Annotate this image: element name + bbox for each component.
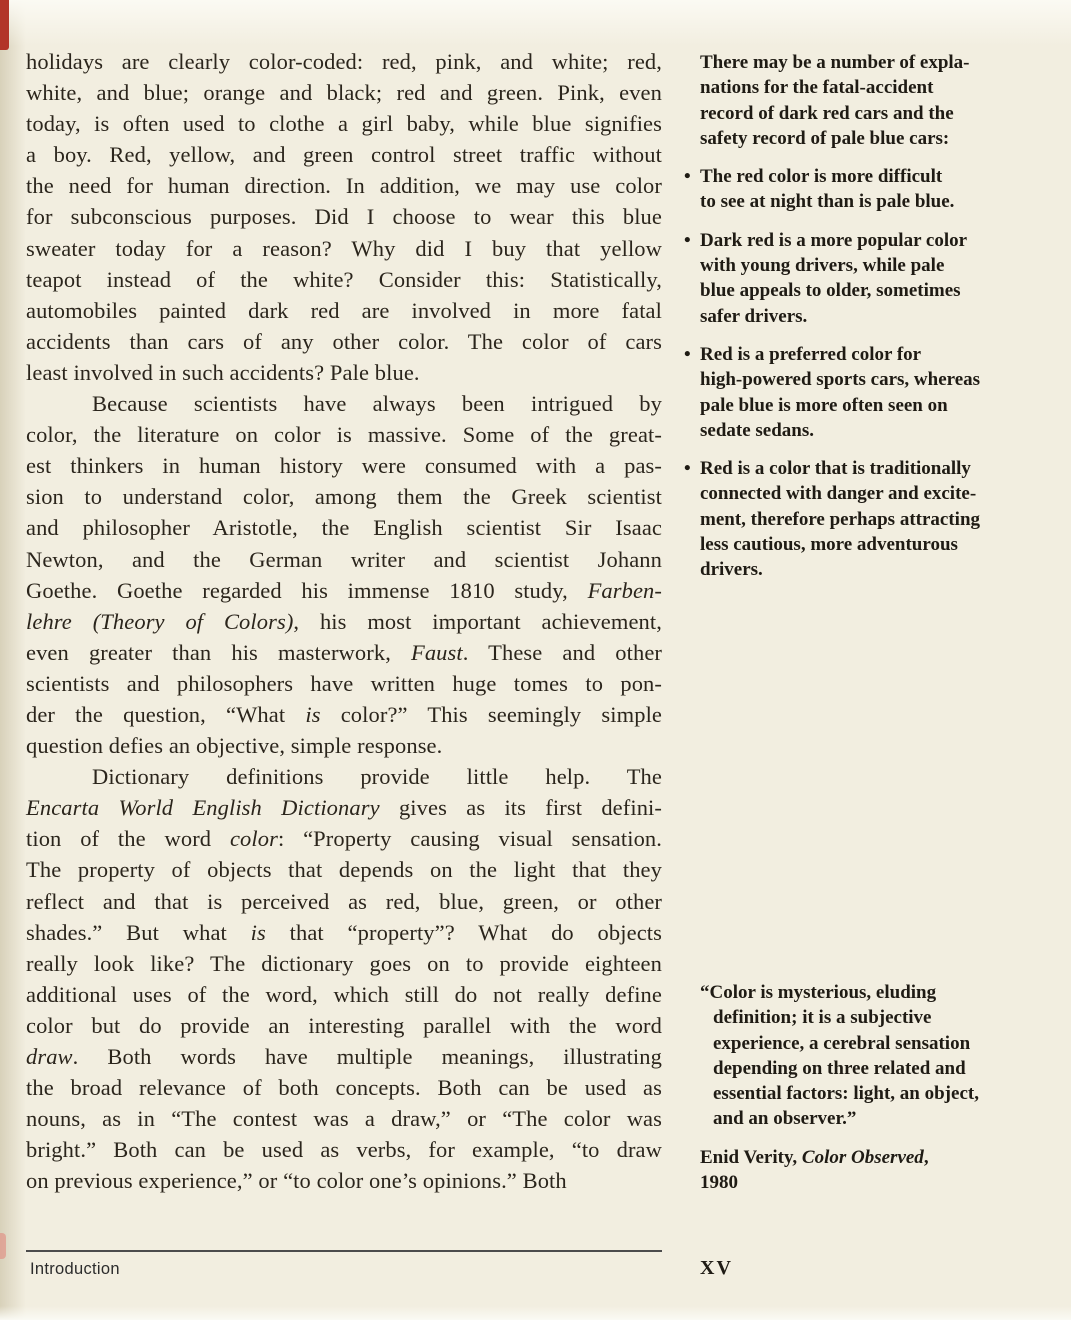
text-line: sion to understand color, among them the Greek scientist: [26, 484, 662, 510]
text-line: least involved in such accidents? Pale blue.: [26, 359, 420, 385]
bullet-item: [684, 456, 1006, 582]
bullet-marker-icon: •: [684, 458, 691, 480]
text-line: blue appeals to older, sometimes: [700, 280, 961, 302]
text-line: record of dark red cars and the: [700, 102, 954, 124]
text-line: Dictionary definitions provide little help. The: [92, 764, 662, 790]
pink-edge-mark: [0, 1233, 6, 1259]
text-line: Red is a preferred color for: [700, 343, 922, 365]
text-line: Newton, and the German writer and scientist Johann: [26, 546, 662, 572]
text-line: the broad relevance of both concepts. Both can be used as: [26, 1075, 662, 1101]
text-line: color, the literature on color is massive. Some of the great-: [26, 422, 662, 448]
text-line: nations for the fatal-accident: [700, 77, 934, 99]
text-line: a boy. Red, yellow, and green control street traffic without: [26, 142, 662, 168]
text-line: “Color is mysterious, eluding: [700, 982, 937, 1003]
text-line: essential factors: light, an object,: [713, 1083, 979, 1105]
text-line: lehre (Theory of Colors), his most important achievement,: [26, 608, 662, 634]
text-line: The property of objects that depends on the light that they: [26, 857, 662, 883]
bullet-text: [700, 342, 1006, 443]
sidebar-intro: [684, 50, 1006, 151]
text-line: additional uses of the word, which still do not really define: [26, 981, 662, 1007]
text-line: draw. Both words have multiple meanings, illustrating: [26, 1044, 662, 1069]
scan-shade-left: [0, 0, 26, 1320]
text-line: even greater than his masterwork, Faust. These and other: [26, 639, 663, 665]
quote-attribution: [684, 1145, 1006, 1196]
text-line: teapot instead of the white? Consider this: Statistically,: [26, 266, 662, 292]
text-line: Enid Verity, Color Observed,: [700, 1146, 929, 1168]
bullet-text: [700, 456, 1006, 582]
text-line: Encarta World English Dictionary gives as its first defini-: [26, 795, 663, 821]
page-number: XV: [700, 1257, 733, 1279]
text-line: really look like? The dictionary goes on to provide eighteen: [26, 950, 662, 976]
text-line: holidays are clearly color-coded: red, pink, and white; red,: [26, 49, 662, 74]
text-line: on previous experience,” or “to color one’s opinions.” Both: [26, 1168, 567, 1194]
sidebar-note: [684, 50, 1006, 583]
bullet-text: [700, 164, 1006, 215]
text-line: est thinkers in human history were consumed with a pas-: [26, 453, 662, 479]
text-line: sedate sedans.: [700, 419, 815, 441]
bullet-list: [684, 164, 1006, 582]
text-line: pale blue is more often seen on: [700, 394, 948, 416]
bullet-text: [700, 228, 1006, 329]
text-line: today, is often used to clothe a girl baby, while blue signifies: [26, 111, 662, 137]
text-line: and philosopher Aristotle, the English scientist Sir Isaac: [26, 515, 662, 541]
text-line: 1980: [700, 1172, 738, 1194]
bullet-marker-icon: •: [684, 343, 691, 365]
paragraph: [26, 761, 662, 1196]
text-line: bright.” Both can be used as verbs, for example, “to draw: [26, 1137, 662, 1163]
text-line: Dark red is a more popular color: [700, 229, 968, 251]
text-line: safety record of pale blue cars:: [700, 127, 950, 149]
text-line: experience, a cerebral sensation: [713, 1032, 971, 1054]
text-line: Red is a color that is traditionally: [700, 458, 971, 480]
text-line: color but do provide an interesting parallel with the word: [26, 1012, 662, 1038]
text-line: with young drivers, while pale: [700, 255, 945, 277]
text-line: question defies an objective, simple response.: [26, 733, 443, 759]
red-edge-mark: [0, 0, 9, 50]
bullet-marker-icon: •: [684, 229, 691, 251]
paragraph: [26, 388, 662, 761]
text-line: The red color is more difficult: [700, 166, 943, 188]
text-line: drivers.: [700, 559, 763, 581]
paragraph: [26, 46, 662, 388]
text-line: reflect and that is perceived as red, blue, green, or other: [26, 888, 662, 914]
text-line: ment, therefore perhaps attracting: [700, 508, 981, 530]
text-line: Goethe. Goethe regarded his immense 1810 study, Farben-: [26, 577, 662, 603]
main-text-column: [26, 46, 662, 1196]
bullet-item: [684, 342, 1006, 443]
bullet-marker-icon: •: [684, 166, 691, 188]
text-line: white, and blue; orange and black; red and green. Pink, even: [26, 80, 662, 106]
text-line: safer drivers.: [700, 305, 808, 327]
text-line: definition; it is a subjective: [713, 1007, 932, 1029]
text-line: Because scientists have always been intrigued by: [92, 391, 662, 417]
text-line: for subconscious purposes. Did I choose to wear this blue: [26, 204, 662, 230]
text-line: and an observer.”: [713, 1108, 857, 1130]
text-line: scientists and philosophers have written huge tomes to pon-: [26, 670, 662, 696]
footer-rule: [26, 1250, 662, 1252]
scan-shade-bottom: [0, 1306, 1071, 1320]
text-line: accidents than cars of any other color. The color of cars: [26, 328, 662, 354]
pull-quote: [684, 980, 1006, 1195]
text-line: sweater today for a reason? Why did I buy that yellow: [26, 235, 662, 261]
bullet-item: [684, 228, 1006, 329]
text-line: There may be a number of expla-: [700, 52, 970, 73]
bullet-item: [684, 164, 1006, 215]
text-line: tion of the word color: “Property causing visual sensation.: [26, 826, 662, 852]
text-line: the need for human direction. In addition, we may use color: [26, 173, 662, 199]
text-line: shades.” But what is that “property”? What do objects: [26, 919, 662, 945]
text-line: nouns, as in “The contest was a draw,” or “The color was: [26, 1106, 662, 1132]
text-line: automobiles painted dark red are involved in more fatal: [26, 297, 662, 323]
text-line: depending on three related and: [713, 1057, 966, 1079]
scan-shade-top: [0, 0, 1071, 46]
text-line: high-powered sports cars, whereas: [700, 369, 981, 391]
footer-section-label: Introduction: [30, 1260, 120, 1278]
text-line: to see at night than is pale blue.: [700, 191, 955, 213]
text-line: der the question, “What is color?” This seemingly simple: [26, 701, 663, 727]
text-line: connected with danger and excite-: [700, 483, 977, 505]
text-line: less cautious, more adventurous: [700, 534, 958, 556]
pull-quote-text: [684, 980, 1006, 1132]
